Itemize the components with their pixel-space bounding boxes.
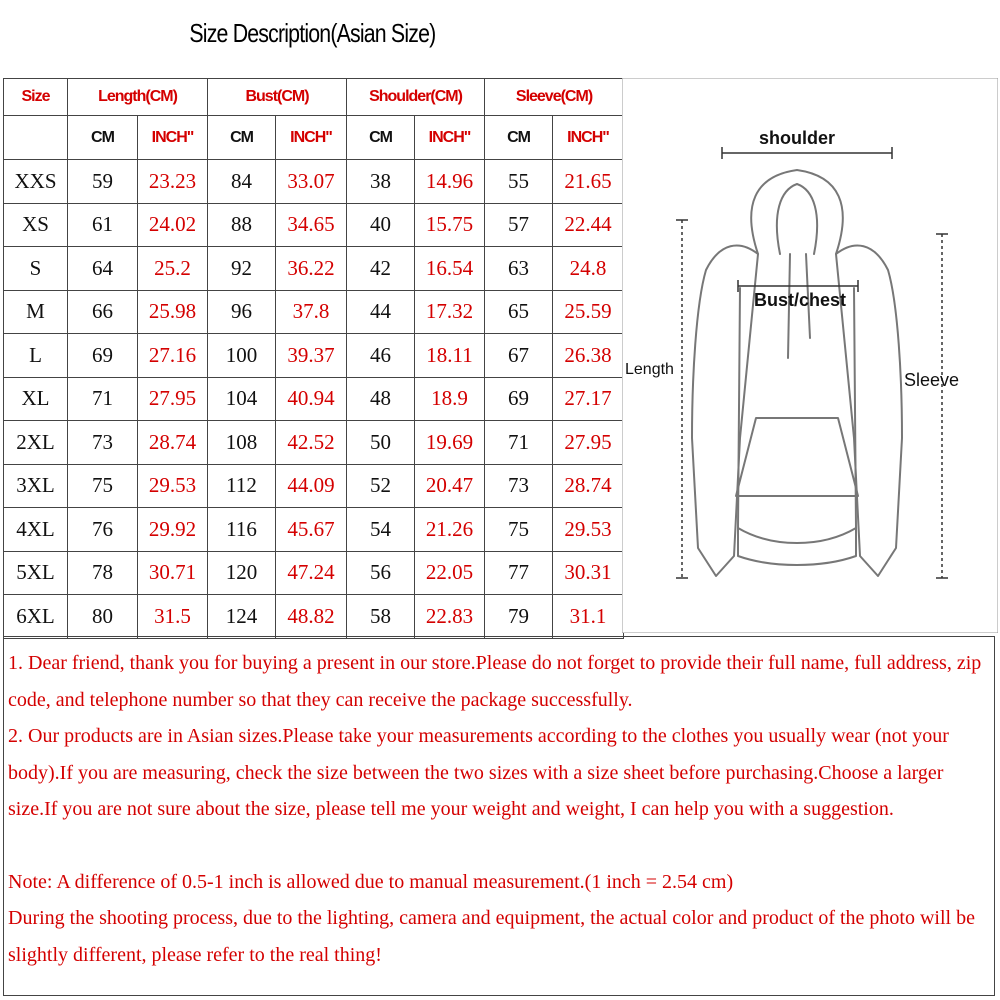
cm-cell: 79 [485,595,553,639]
table-row [4,160,624,204]
inch-cell: 44.09 [276,464,347,508]
inch-cell: 45.67 [276,508,347,552]
cm-cell: 92 [208,247,276,291]
inch-cell: 30.31 [553,551,624,595]
cm-cell: 71 [68,377,138,421]
cm-cell: 67 [485,334,553,378]
cm-cell: 88 [208,203,276,247]
cm-cell: 116 [208,508,276,552]
cm-cell: 73 [485,464,553,508]
cm-cell: 84 [208,160,276,204]
inch-cell: 22.83 [415,595,485,639]
unit-inch: INCH" [553,116,624,160]
page-title: Size Description(Asian Size) [189,18,436,48]
unit-empty-cell [4,116,68,160]
cm-cell: 57 [485,203,553,247]
size-cell: XL [4,377,68,421]
table-group-header-row [4,79,624,116]
cm-cell: 38 [347,160,415,204]
cm-cell: 40 [347,203,415,247]
cm-cell: 71 [485,421,553,465]
table-row [4,377,624,421]
inch-cell: 29.53 [553,508,624,552]
cm-cell: 100 [208,334,276,378]
table-row [4,508,624,552]
inch-cell: 42.52 [276,421,347,465]
cm-cell: 59 [68,160,138,204]
shoulder-header: Shoulder(CM) [347,79,485,116]
inch-cell: 17.32 [415,290,485,334]
inch-cell: 29.92 [138,508,208,552]
inch-cell: 29.53 [138,464,208,508]
size-cell: XXS [4,160,68,204]
inch-cell: 30.71 [138,551,208,595]
cm-cell: 52 [347,464,415,508]
length-label: Length [625,361,674,378]
unit-cm: CM [68,116,138,160]
unit-inch: INCH" [415,116,485,160]
size-cell: M [4,290,68,334]
cm-cell: 42 [347,247,415,291]
bust-header: Bust(CM) [208,79,347,116]
cm-cell: 76 [68,508,138,552]
note-1: 1. Dear friend, thank you for buying a present in our store.Please do not forget to provide their full name, full address, zip code, and telephone number so that they can receive the package successfully. [8,652,982,711]
size-header: Size [4,79,68,116]
table-row [4,334,624,378]
inch-cell: 25.98 [138,290,208,334]
cm-cell: 46 [347,334,415,378]
inch-cell: 36.22 [276,247,347,291]
inch-cell: 48.82 [276,595,347,639]
inch-cell: 25.59 [553,290,624,334]
size-cell: 6XL [4,595,68,639]
unit-cm: CM [347,116,415,160]
table-row [4,203,624,247]
table-unit-header-row [4,116,624,160]
table-row [4,551,624,595]
inch-cell: 21.65 [553,160,624,204]
inch-cell: 20.47 [415,464,485,508]
inch-cell: 23.23 [138,160,208,204]
cm-cell: 58 [347,595,415,639]
cm-cell: 73 [68,421,138,465]
cm-cell: 69 [68,334,138,378]
unit-inch: INCH" [276,116,347,160]
unit-cm: CM [208,116,276,160]
sleeve-label: Sleeve [904,370,960,390]
cm-cell: 104 [208,377,276,421]
cm-cell: 120 [208,551,276,595]
size-cell: L [4,334,68,378]
size-cell: 5XL [4,551,68,595]
cm-cell: 61 [68,203,138,247]
table-row [4,421,624,465]
inch-cell: 27.17 [553,377,624,421]
length-header: Length(CM) [68,79,208,116]
note-2: 2. Our products are in Asian sizes.Please take your measurements according to the clothes you usually wear (not your body).If you are measuring, check the size between the two sizes with a size sheet before purchasing.Choose a larger size.If you are not sure about the size, please tell me your weight and weight, I can help you with a suggestion. [8,725,949,820]
notes-box [3,636,995,996]
cm-cell: 75 [485,508,553,552]
cm-cell: 124 [208,595,276,639]
shoulder-label: shoulder [758,128,836,148]
inch-cell: 28.74 [553,464,624,508]
hoodie-diagram [622,78,998,633]
inch-cell: 14.96 [415,160,485,204]
inch-cell: 18.11 [415,334,485,378]
inch-cell: 27.16 [138,334,208,378]
cm-cell: 77 [485,551,553,595]
cm-cell: 63 [485,247,553,291]
table-row [4,247,624,291]
inch-cell: 27.95 [553,421,624,465]
inch-cell: 21.26 [415,508,485,552]
size-cell: 4XL [4,508,68,552]
size-cell: XS [4,203,68,247]
cm-cell: 48 [347,377,415,421]
inch-cell: 27.95 [138,377,208,421]
inch-cell: 31.1 [553,595,624,639]
cm-cell: 44 [347,290,415,334]
cm-cell: 78 [68,551,138,595]
inch-cell: 18.9 [415,377,485,421]
inch-cell: 24.8 [553,247,624,291]
inch-cell: 37.8 [276,290,347,334]
inch-cell: 39.37 [276,334,347,378]
unit-inch: INCH" [138,116,208,160]
inch-cell: 28.74 [138,421,208,465]
inch-cell: 19.69 [415,421,485,465]
cm-cell: 108 [208,421,276,465]
cm-cell: 96 [208,290,276,334]
inch-cell: 15.75 [415,203,485,247]
note-4: During the shooting process, due to the lighting, camera and equipment, the actual color and product of the photo will be slightly different, please refer to the real thing! [8,907,975,966]
table-row [4,464,624,508]
inch-cell: 26.38 [553,334,624,378]
size-cell: S [4,247,68,291]
size-cell: 3XL [4,464,68,508]
cm-cell: 80 [68,595,138,639]
size-table [3,78,624,639]
inch-cell: 33.07 [276,160,347,204]
cm-cell: 55 [485,160,553,204]
cm-cell: 75 [68,464,138,508]
inch-cell: 16.54 [415,247,485,291]
inch-cell: 25.2 [138,247,208,291]
sleeve-header: Sleeve(CM) [485,79,624,116]
inch-cell: 40.94 [276,377,347,421]
cm-cell: 56 [347,551,415,595]
cm-cell: 64 [68,247,138,291]
inch-cell: 22.05 [415,551,485,595]
cm-cell: 50 [347,421,415,465]
cm-cell: 112 [208,464,276,508]
inch-cell: 47.24 [276,551,347,595]
table-row [4,595,624,639]
cm-cell: 54 [347,508,415,552]
cm-cell: 69 [485,377,553,421]
table-row [4,290,624,334]
bust-label: Bust/chest [753,290,847,310]
unit-cm: CM [485,116,553,160]
note-3: Note: A difference of 0.5-1 inch is allowed due to manual measurement.(1 inch = 2.54 cm) [8,870,734,893]
inch-cell: 34.65 [276,203,347,247]
cm-cell: 65 [485,290,553,334]
inch-cell: 22.44 [553,203,624,247]
inch-cell: 31.5 [138,595,208,639]
cm-cell: 66 [68,290,138,334]
size-cell: 2XL [4,421,68,465]
inch-cell: 24.02 [138,203,208,247]
